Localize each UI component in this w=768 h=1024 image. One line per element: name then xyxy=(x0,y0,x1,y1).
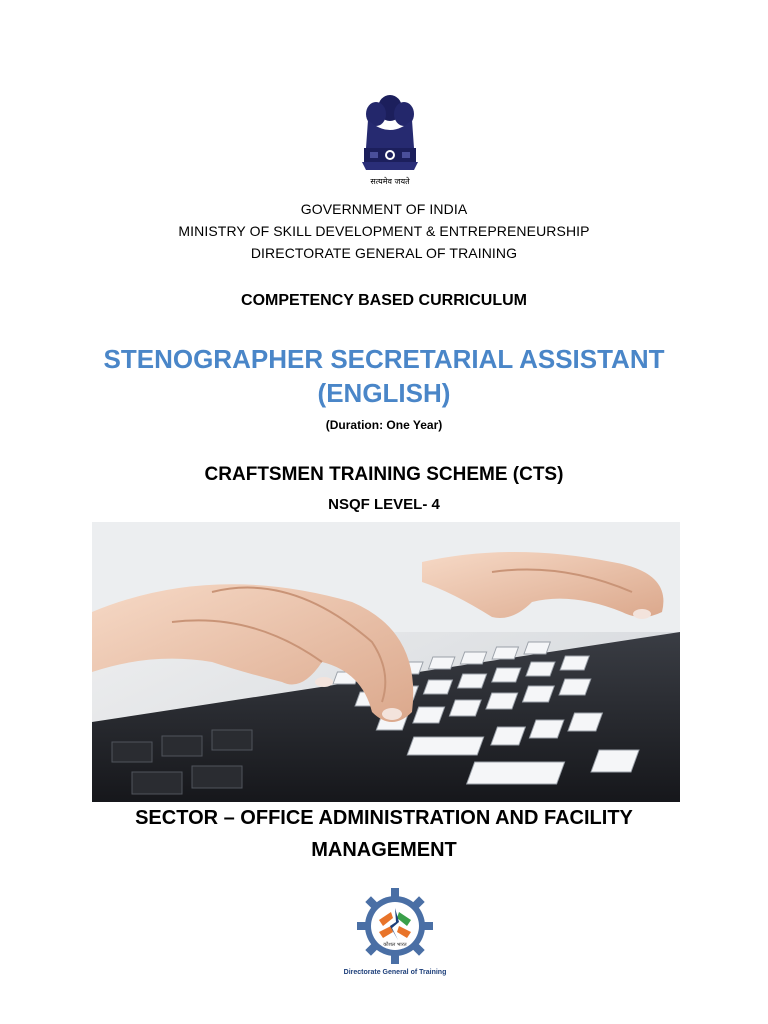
duration-text: (Duration: One Year) xyxy=(325,418,443,432)
sector-line2: MANAGEMENT xyxy=(311,839,457,861)
dgt-gear-logo-icon xyxy=(343,888,447,978)
dgt-logo-inner-text: कौशल भारत xyxy=(383,942,407,948)
sector-title xyxy=(0,802,768,866)
curriculum-label: COMPETENCY BASED CURRICULUM xyxy=(241,292,527,309)
keyboard-typing-photo xyxy=(92,522,680,802)
sector-line1: SECTOR – OFFICE ADMINISTRATION AND FACILITY xyxy=(135,807,633,829)
dgt-logo-caption: Directorate General of Training xyxy=(343,969,447,976)
state-emblem-icon xyxy=(354,90,426,190)
org-line-government: GOVERNMENT OF INDIA xyxy=(300,201,468,217)
course-title-line1: STENOGRAPHER SECRETARIAL ASSISTANT xyxy=(103,344,665,374)
org-line-ministry: MINISTRY OF SKILL DEVELOPMENT & ENTREPRENEURSHIP xyxy=(178,223,590,239)
course-title-line2: (ENGLISH) xyxy=(317,378,451,408)
course-title xyxy=(0,342,768,410)
scheme-title: CRAFTSMEN TRAINING SCHEME (CTS) xyxy=(204,464,564,485)
emblem-motto: सत्यमेव जयते xyxy=(370,177,410,186)
org-line-directorate: DIRECTORATE GENERAL OF TRAINING xyxy=(250,245,518,261)
organization-header xyxy=(0,198,768,264)
nsqf-level: NSQF LEVEL- 4 xyxy=(328,496,440,513)
